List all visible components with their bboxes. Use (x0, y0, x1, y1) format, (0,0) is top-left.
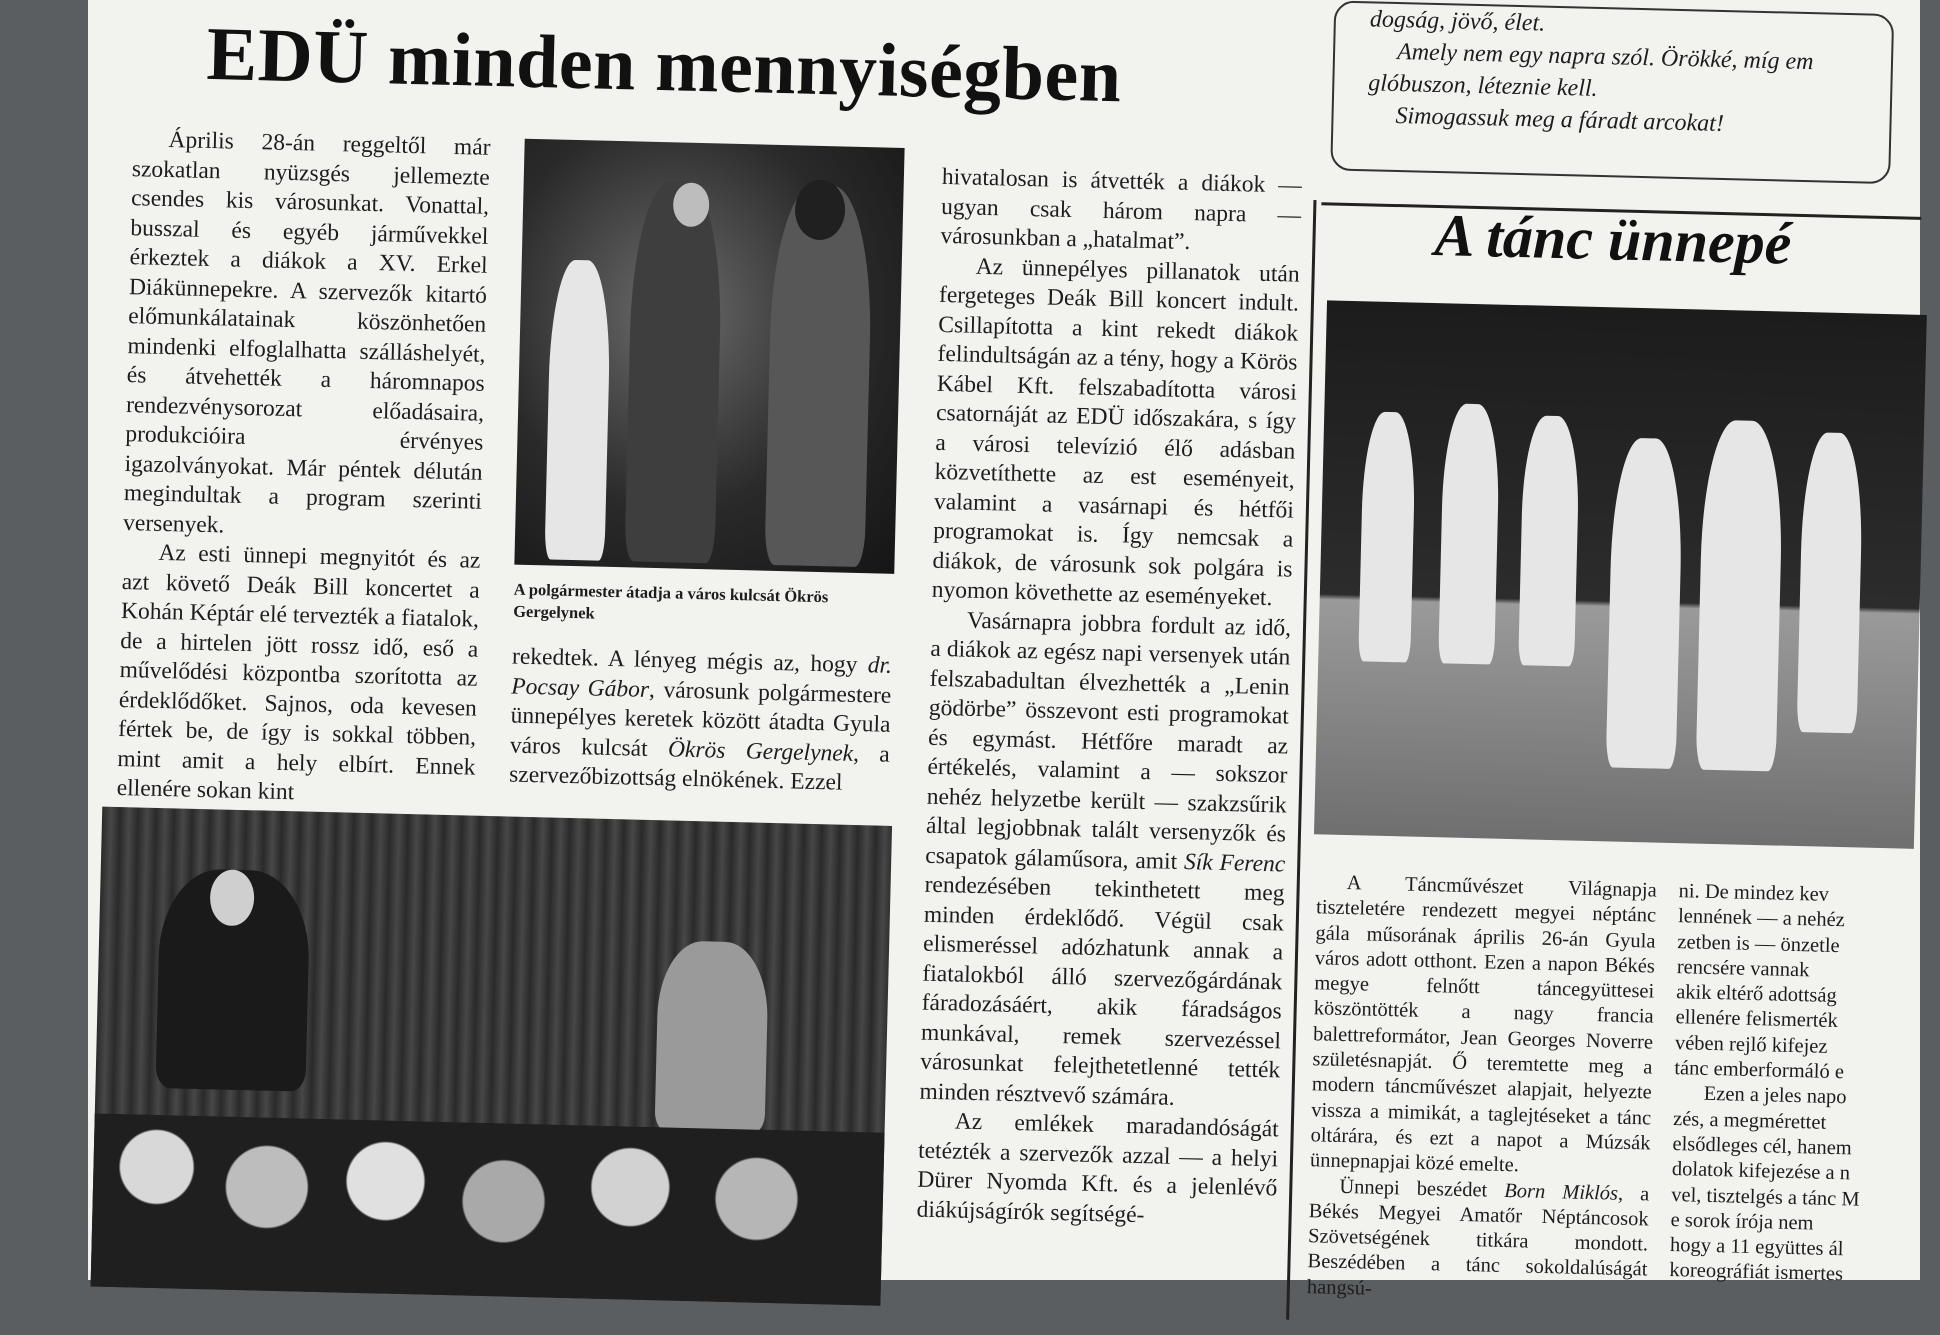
photo-figure-mayor (624, 181, 723, 563)
article2-col2-line: zetben is — önzetle (1677, 930, 1840, 957)
article2-col2-line: tánc emberformáló e (1674, 1057, 1845, 1084)
article2-col2-line: elsődleges cél, hanem (1672, 1133, 1853, 1160)
article2-col2-line: zés, a megmérettet (1672, 1107, 1827, 1134)
article1-col3-paragraph-2: Az ünnepélyes pillanatok után fergeteges Deák Bill koncert indult. Csillapította a kint rekedt diákok felindultságán az a tény, hogy a Körös Kábel Kft. felszabadította városi csatornáját az EDÜ időszakára, s így a városi televízió élő adásban közvetíthette az est eseményeit, valamint a vasárnapi és hétfői programokat is. Így nemcsak a diákok, de városunk sok polgára is nyomon követhette az eseményeket. (931, 253, 1300, 612)
article1-col1-paragraph-2: Az esti ünnepi megnyitót és az azt követő Deák Bill koncertet a Kohán Képtár elé tervezték a fiatalok, de a hirtelen jött rossz idő, eső a művelődési központba szorította az érdeklődőket. Sajnos, oda kevesen fértek be, de így is sokkal többen, mint amit a hely elbírt. Ennek ellenére sokan kint (116, 539, 481, 806)
article1-col3-text-a: Vasárnapra jobbra fordult az idő, a diákok az egész napi versenyek után felszabadultan élvezhették a „Lenin gödörbe” összevont esti programokat és egymást. Hétfőre maradt az értékelés, valamint a — sokszor nehéz helyzetbe került — szakzsűrik által legjobbnak talált versenyzők és csapatok gálaműsora, amit (925, 607, 1292, 875)
name-pocsay: dr. Pocsay Gábor (511, 652, 893, 703)
name-sik: Sík Ferenc (1183, 848, 1286, 878)
article1-col3-text-b: rendezésében tekinthetett meg minden érdeklődő. Végül csak elismeréssel adózhatunk annak a fiatalokból álló szervezőgárdának fáradozásáért, akik fáradságos munkával, remek szervezéssel városunkat felejthetetlenné tették minden résztvevő számára. (919, 871, 1285, 1111)
quote-line-4: Simogassuk meg a fáradt arcokat! (1395, 102, 1725, 138)
photo-audience (91, 1114, 885, 1306)
photo-mayor-key-handover (514, 139, 904, 574)
article2-col1-paragraph-2 (1307, 1174, 1650, 1309)
article1-col3-paragraph-3 (919, 605, 1291, 1115)
article1-column-3 (916, 163, 1302, 1233)
photo-dancer-6 (1797, 432, 1864, 733)
article1-col1-paragraph-1: Április 28-án reggeltől már szokatlan nyüzsgés jellemezte csendes kis városunkat. Vonattal, busszal és egyéb járművekkel érkeztek a diákok a XV. Erkel Diákünnepekre. A szervezők kitartó előmunkálatainak köszönhetően mindenki elfoglalhatta szálláshelyét, és átvehették a háromnapos rendezvénysorozat előadásaira, produkcióira érvényes igazolványokat. Már péntek délután megindultak a program szerinti versenyek. (122, 127, 491, 538)
photo-figure-left (544, 259, 611, 560)
article2-col2-line: koreográfiát ismertes (1669, 1259, 1844, 1286)
photo-caption: A polgármester átadja a város kulcsát Ökrös Gergelynek (512, 579, 829, 623)
article2-col1-text-a: Ünnepi beszédet (1339, 1175, 1505, 1202)
article2-col2-line: akik eltérő adottság (1675, 981, 1837, 1008)
quote-line-3: glóbuszon, léteznie kell. (1368, 70, 1598, 102)
article2-col1-text-b: , a Békés Megyei Amatőr Néptáncosok Szövetségének titkára mondott. Beszédében a tánc sokoldalúságát hangsú- (1306, 1182, 1650, 1300)
photo-concert (91, 807, 892, 1306)
quote-box (1330, 0, 1894, 184)
article1-column-2 (509, 643, 892, 800)
article1-col2-paragraph (509, 643, 892, 800)
photo-folk-dancers (1314, 300, 1927, 848)
photo-figure-recipient (764, 185, 873, 567)
article1-col3-paragraph-4: Az emlékek maradandóságát tetézték a szervezők azzal — a helyi Dürer Nyomda Kft. és a jelenlévő diákújságírók segítségé- (916, 1108, 1280, 1228)
article1-col3-paragraph-1: hivatalosan is átvették a diákok — ugyan csak három napra — városunkban a „hatalmat”. (940, 163, 1303, 256)
article1-col2-text-c: , a szervezőbizottság elnökének. Ezzel (508, 740, 891, 796)
photo-dancer-1 (1358, 411, 1416, 662)
photo-dancer-2 (1438, 403, 1500, 664)
article2-col2-line: ni. De mindez kev (1678, 880, 1830, 906)
article1-col2-text-b: , városunk polgármestere ünnepélyes keretek között átadta Gyula város kulcsát (509, 676, 892, 762)
article2-col2-line: ellenére felismerték (1675, 1006, 1839, 1033)
article2-column-2 (1669, 879, 1909, 1289)
photo-dancer-4 (1606, 437, 1684, 769)
quote-line-1: dogság, jövő, élet. (1369, 6, 1546, 37)
article2-col2-line: dolatok kifejezése a n (1671, 1158, 1851, 1185)
article2-col2-line: lennének — a nehéz (1677, 905, 1846, 932)
article2-col2-line: vében rejlő kifejez (1674, 1031, 1828, 1058)
photo-guitarist-right (655, 940, 770, 1133)
name-born: Born Miklós (1504, 1179, 1619, 1205)
article2-col2-line: vel, tisztelgés a tánc M (1671, 1183, 1860, 1211)
article2-col2-line: rencsére vannak (1676, 956, 1810, 982)
article2-col1-paragraph-1: A Táncművészet Világnapja tiszteletére rendezett megyei néptánc gála műsorának április 26-án Gyula város adott otthont. Ezen a napon Békés megye felnőtt táncegyüttesei köszöntötték a nagy francia balettreformátor, Jean Georges Noverre születésnapját. Ő teremtette meg a modern táncművészet alapjait, helyezte vissza a mimikát, a taglejtéseket a tánc oltárára, és ezt a napot a Múzsák ünnepnapjai közé emelte. (1309, 872, 1657, 1177)
article2-headline: A tánc ünnepé (1433, 201, 1793, 277)
page-content (57, 0, 1920, 1324)
photo-dancer-5 (1696, 420, 1785, 772)
article2-column-1 (1307, 870, 1657, 1308)
article1-column-1 (116, 125, 490, 812)
article2-col2-line: Ezen a jeles napo (1703, 1083, 1847, 1109)
newspaper-page (88, 0, 1920, 1300)
photo-dancer-3 (1518, 415, 1580, 666)
article2-col2-line: hogy a 11 együttes ál (1669, 1234, 1844, 1261)
quote-line-2: Amely nem egy napra szól. Örökké, míg em (1396, 39, 1814, 76)
name-okros: Ökrös Gergelynek (667, 735, 854, 767)
article1-col2-text-a: rekedtek. A lényeg mégis az, hogy (511, 643, 869, 679)
article1-headline: EDÜ minden mennyiségben (205, 11, 1123, 119)
article2-col2-line: e sorok írója nem (1670, 1208, 1814, 1235)
